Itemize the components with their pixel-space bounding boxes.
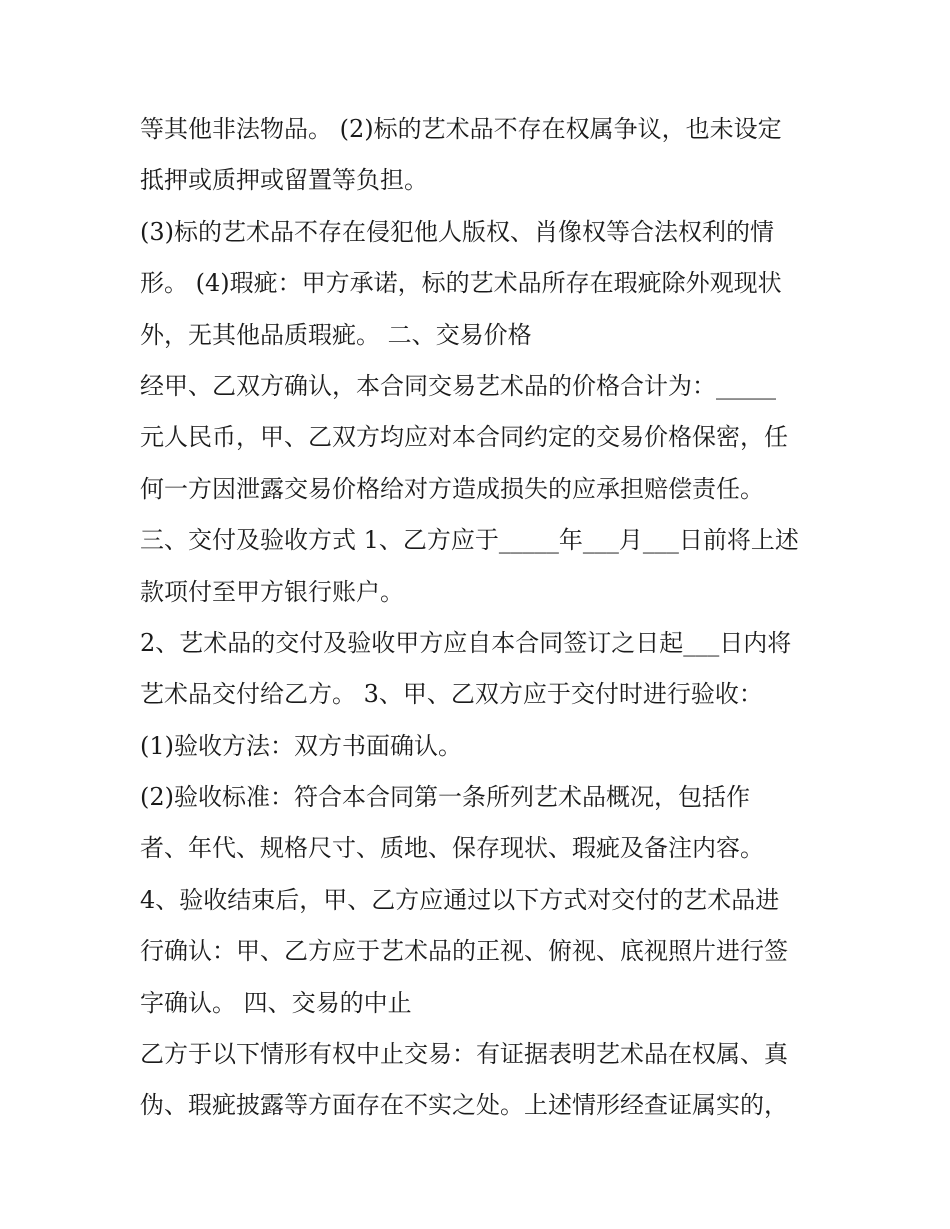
text-line: 行确认：甲、乙方应于艺术品的正视、俯视、底视照片进行签 [140, 937, 788, 966]
text-line: 伪、瑕疵披露等方面存在不实之处。上述情形经查证属实的， [140, 1091, 788, 1120]
text-line: 者、年代、规格尺寸、质地、保存现状、瑕疵及备注内容。 [140, 834, 764, 863]
text-line: 艺术品交付给乙方。 3、甲、乙双方应于交付时进行验收： [140, 680, 763, 709]
text-line: 等其他非法物品。 (2)标的艺术品不存在权属争议，也未设定 [140, 115, 782, 143]
text-line: 外，无其他品质瑕疵。 二、交易价格 [140, 320, 532, 349]
text-line: (3)标的艺术品不存在侵犯他人版权、肖像权等合法权利的情 [140, 217, 774, 246]
text-line: 4、验收结束后，甲、乙方应通过以下方式对交付的艺术品进 [140, 885, 780, 914]
text-line: 元人民币，甲、乙双方均应对本合同约定的交易价格保密，任 [140, 423, 788, 452]
text-line: 字确认。 四、交易的中止 [140, 988, 412, 1017]
text-line: (2)验收标准：符合本合同第一条所列艺术品概况，包括作 [140, 783, 750, 812]
text-line: 经甲、乙双方确认，本合同交易艺术品的价格合计为：_____ [140, 371, 776, 400]
text-line: 形。 (4)瑕疵：甲方承诺，标的艺术品所存在瑕疵除外观现状 [140, 269, 782, 298]
text-line: 抵押或质押或留置等负担。 [140, 166, 428, 195]
text-line: 三、交付及验收方式 1、乙方应于_____年___月___日前将上述 [140, 526, 799, 555]
contract-body-text [140, 104, 820, 1132]
text-line: 2、艺术品的交付及验收甲方应自本合同签订之日起___日内将 [140, 628, 792, 657]
text-line: (1)验收方法：双方书面确认。 [140, 731, 462, 760]
text-line: 何一方因泄露交易价格给对方造成损失的应承担赔偿责任。 [140, 474, 764, 503]
text-line: 款项付至甲方银行账户。 [140, 577, 404, 606]
text-line: 乙方于以下情形有权中止交易：有证据表明艺术品在权属、真 [140, 1040, 788, 1069]
